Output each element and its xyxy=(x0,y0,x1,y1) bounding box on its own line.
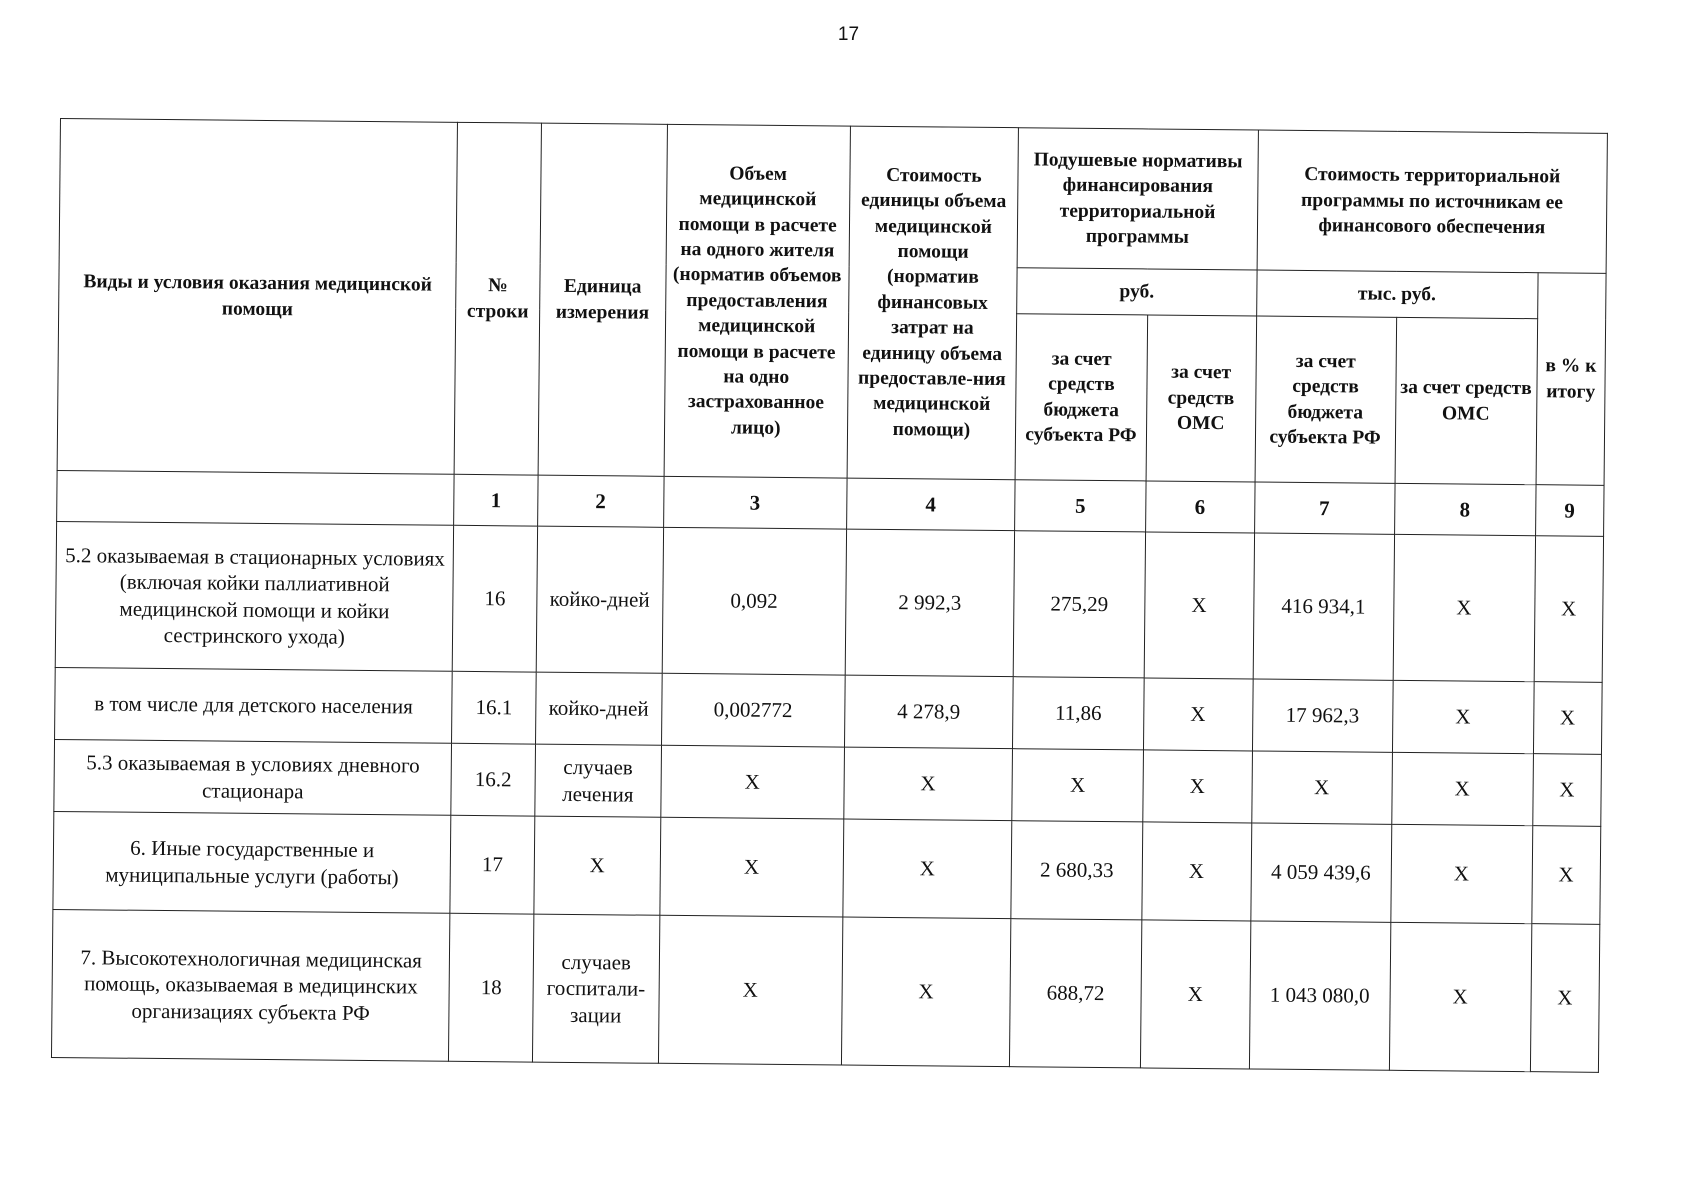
row-name: 5.2 оказываемая в стационарных условиях (включая койки паллиативной медицинской помощи и койки сестринского ухода) xyxy=(55,521,454,671)
row-pc-oms: Х xyxy=(1140,920,1250,1069)
table-row xyxy=(51,909,1599,1072)
row-pc-budget: 688,72 xyxy=(1010,919,1142,1068)
column-number-blank xyxy=(57,470,455,525)
row-pr-budget: 17 962,3 xyxy=(1252,679,1393,752)
row-cost: Х xyxy=(842,819,1012,919)
row-name: 7. Высокотехнологичная медицинская помощь, оказываемая в медицинских организациях субъекта РФ xyxy=(51,909,450,1061)
row-no: 16.1 xyxy=(452,671,536,744)
row-pr-budget: 1 043 080,0 xyxy=(1249,921,1390,1070)
column-number: 2 xyxy=(537,475,664,527)
header-unit-rub: руб. xyxy=(1017,268,1257,316)
header-pc-budget: за счет средств бюджета субъекта РФ xyxy=(1015,314,1147,481)
row-no: 17 xyxy=(450,815,534,914)
row-pr-oms: Х xyxy=(1389,922,1531,1071)
row-name: 5.3 оказываемая в условиях дневного стационара xyxy=(54,739,452,815)
header-unit-thousand-rub: тыс. руб. xyxy=(1256,270,1537,319)
row-volume: Х xyxy=(658,915,842,1065)
column-number: 7 xyxy=(1254,482,1394,534)
table-container xyxy=(51,118,1608,1073)
header-percent: в % к итогу xyxy=(1536,273,1606,486)
column-number: 4 xyxy=(846,478,1015,531)
column-number: 6 xyxy=(1145,481,1254,533)
row-pr-oms: Х xyxy=(1390,824,1532,923)
row-no: 18 xyxy=(449,913,534,1062)
row-cost: Х xyxy=(841,917,1011,1067)
row-pc-budget: 11,86 xyxy=(1013,677,1144,750)
row-unit: Х xyxy=(534,816,661,915)
row-unit: случаев госпитали-зации xyxy=(532,914,659,1063)
header-pr-oms: за счет средств ОМС xyxy=(1395,317,1538,484)
row-pr-budget: 416 934,1 xyxy=(1253,533,1394,680)
row-percent: Х xyxy=(1532,754,1601,827)
row-volume: 0,002772 xyxy=(661,673,844,747)
row-percent: Х xyxy=(1533,682,1602,755)
header-volume: Объем медицинской помощи в расчете на одного жителя (норматив объемов предоставления медицинской помощи в расчете на одно застрахованное лицо) xyxy=(664,124,850,478)
row-pc-oms: Х xyxy=(1141,822,1251,921)
header-type: Виды и условия оказания медицинской помощи xyxy=(57,119,458,475)
row-pc-budget: 2 680,33 xyxy=(1011,821,1142,920)
row-pc-budget: Х xyxy=(1012,749,1143,822)
row-pr-oms: Х xyxy=(1392,680,1534,753)
row-volume: Х xyxy=(661,745,844,819)
row-unit: койко-дней xyxy=(536,526,663,673)
header-program-cost: Стоимость территориальной программы по источникам ее финансового обеспечения xyxy=(1257,130,1608,273)
row-pc-budget: 275,29 xyxy=(1013,531,1145,678)
page-number: 17 xyxy=(837,24,860,45)
header-row-no: № строки xyxy=(455,122,542,475)
header-cost-unit: Стоимость единицы объема медицинской помощи (норматив финансовых затрат на единицу объема предоставле-ния медицинской помощи) xyxy=(847,126,1019,480)
table-row xyxy=(53,811,1601,924)
header-unit: Единица измерения xyxy=(538,123,667,476)
column-number: 5 xyxy=(1015,480,1146,532)
row-pc-oms: Х xyxy=(1142,750,1252,823)
row-pc-oms: Х xyxy=(1144,532,1254,679)
column-number: 3 xyxy=(663,476,846,529)
row-no: 16.2 xyxy=(451,743,535,816)
row-name: в том числе для детского населения xyxy=(55,667,453,743)
header-pr-budget: за счет средств бюджета субъекта РФ xyxy=(1255,316,1397,483)
row-no: 16 xyxy=(453,525,538,672)
column-number: 9 xyxy=(1535,485,1604,537)
row-pr-oms: Х xyxy=(1393,534,1535,681)
row-pr-budget: Х xyxy=(1251,751,1392,824)
row-pc-oms: Х xyxy=(1143,678,1253,751)
column-number: 8 xyxy=(1394,483,1535,535)
row-percent: Х xyxy=(1530,924,1600,1073)
financing-table xyxy=(51,118,1608,1073)
row-pr-budget: 4 059 439,6 xyxy=(1250,823,1391,922)
row-name: 6. Иные государственные и муниципальные услуги (работы) xyxy=(53,811,451,913)
row-pr-oms: Х xyxy=(1391,752,1533,825)
row-percent: Х xyxy=(1531,826,1600,925)
row-unit: случаев лечения xyxy=(535,744,662,817)
header-per-capita: Подушевые нормативы финансирования территориальной программы xyxy=(1017,128,1258,270)
row-cost: 2 992,3 xyxy=(845,529,1015,677)
column-number: 1 xyxy=(454,474,538,526)
row-volume: Х xyxy=(660,817,844,917)
table-row xyxy=(55,521,1603,682)
row-percent: Х xyxy=(1534,536,1604,683)
header-pc-oms: за счет средств ОМС xyxy=(1146,315,1257,482)
row-cost: 4 278,9 xyxy=(844,675,1013,749)
row-unit: койко-дней xyxy=(535,672,662,745)
row-cost: Х xyxy=(843,747,1012,821)
row-volume: 0,092 xyxy=(662,527,846,675)
